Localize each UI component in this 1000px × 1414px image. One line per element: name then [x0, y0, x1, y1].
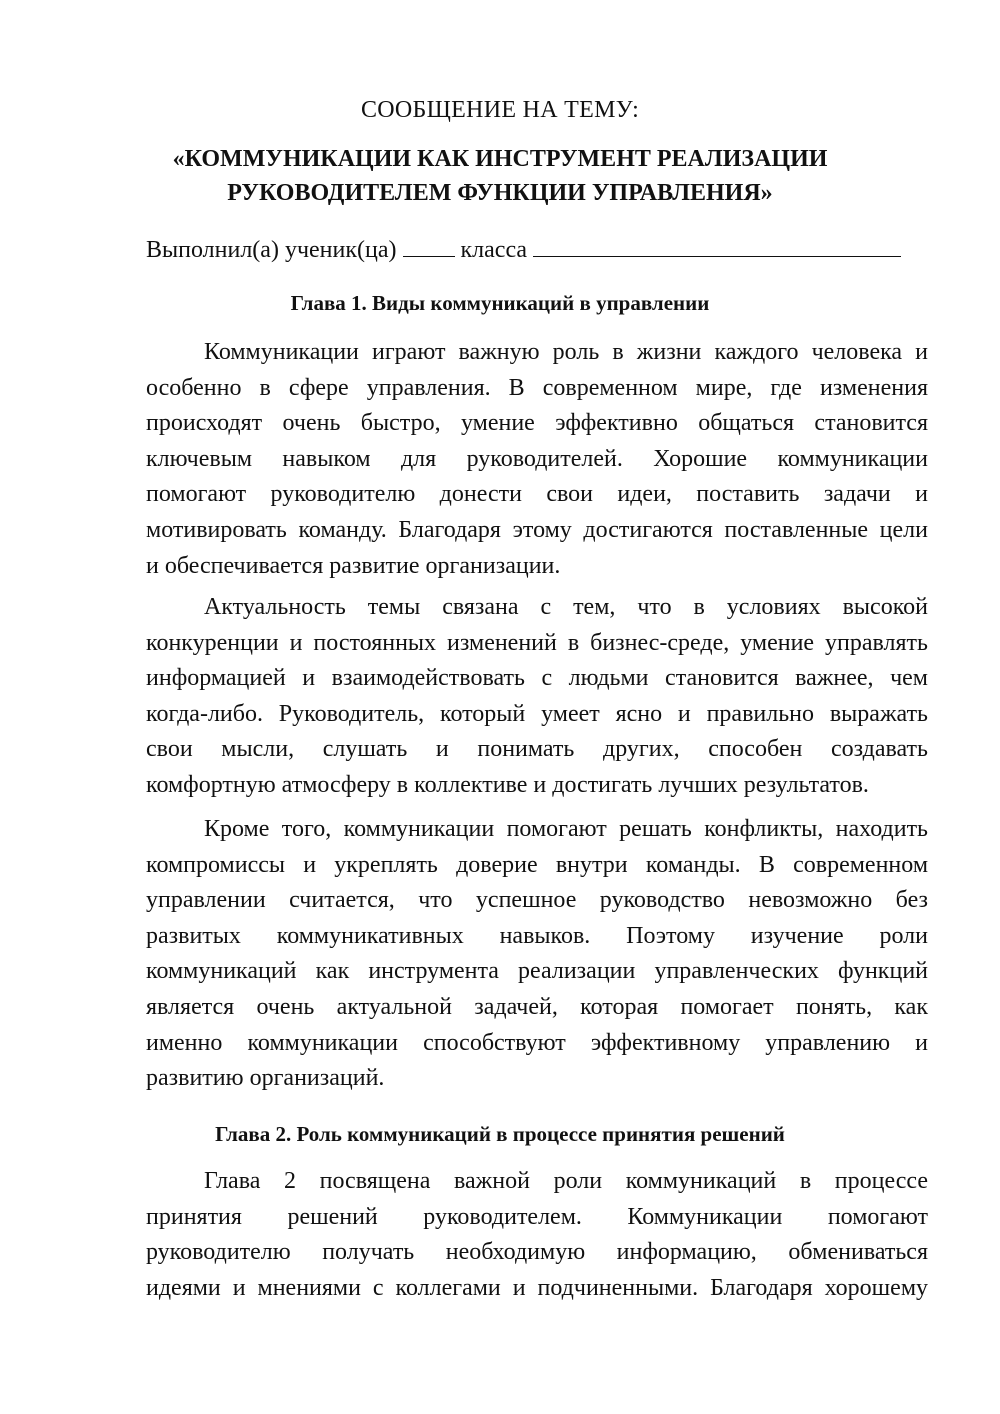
paragraph-line: Глава 2 посвящена важной роли коммуникаций в процессе	[204, 1168, 928, 1194]
class-label: класса	[460, 237, 528, 263]
document-title-line: «КОММУНИКАЦИИ КАК ИНСТРУМЕНТ РЕАЛИЗАЦИИ	[172, 146, 828, 172]
paragraph-line: компромиссы и укреплять доверие внутри команды. В современном	[146, 851, 928, 878]
paragraph-line: принятия решений руководителем. Коммуникации помогают	[146, 1203, 928, 1230]
paragraph-line: является очень актуальной задачей, которая помогает понять, как	[146, 993, 928, 1020]
document-title	[120, 142, 880, 210]
paragraph-line: ключевым навыком для руководителей. Хорошие коммуникации	[146, 445, 928, 472]
paragraph	[146, 335, 928, 584]
paragraph-line: развитию организаций.	[146, 1065, 385, 1092]
paragraph-line: свои мысли, слушать и понимать других, способен создавать	[146, 736, 928, 763]
paragraph-line: помогают руководителю донести свои идеи, поставить задачи и	[146, 481, 928, 508]
author-label: Выполнил(а) ученик(ца)	[146, 237, 397, 263]
paragraph	[146, 1164, 928, 1306]
chapter-heading: Глава 2. Роль коммуникаций в процессе принятия решений	[215, 1122, 785, 1146]
paragraph-line: управлении считается, что успешное руководство невозможно без	[146, 887, 928, 914]
paragraph-line: происходят очень быстро, умение эффективно общаться становится	[146, 410, 928, 437]
paragraph-line: особенно в сфере управления. В современном мире, где изменения	[146, 374, 928, 401]
paragraph-line: Актуальность темы связана с тем, что в условиях высокой	[204, 594, 928, 620]
paragraph-line: именно коммуникации способствуют эффективному управлению и	[146, 1029, 928, 1056]
document-topic: СООБЩЕНИЕ НА ТЕМУ:	[360, 97, 640, 123]
chapter-heading: Глава 1. Виды коммуникаций в управлении	[290, 291, 710, 315]
paragraph-line: мотивировать команду. Благодаря этому достигаются поставленные цели	[146, 516, 928, 543]
paragraph-line: информацией и взаимодействовать с людьми становится важнее, чем	[146, 665, 928, 692]
paragraph-line: когда-либо. Руководитель, который умеет ясно и правильно выражать	[146, 700, 928, 727]
paragraph-line: развитых коммуникативных навыков. Поэтому изучение роли	[146, 922, 928, 949]
paragraph-line: комфортную атмосферу в коллективе и достигать лучших результатов.	[146, 771, 869, 798]
paragraph-line: руководителю получать необходимую информацию, обмениваться	[146, 1239, 928, 1266]
paragraph-line: и обеспечивается развитие организации.	[146, 552, 561, 579]
paragraph-line: коммуникаций как инструмента реализации управленческих функций	[146, 958, 928, 985]
paragraph	[146, 812, 928, 1097]
document-title-line: РУКОВОДИТЕЛЕМ ФУНКЦИИ УПРАВЛЕНИЯ»	[227, 180, 773, 206]
paragraph-line: конкуренции и постоянных изменений в бизнес-среде, умение управлять	[146, 629, 928, 656]
paragraph	[146, 590, 928, 804]
paragraph-line: Коммуникации играют важную роль в жизни каждого человека и	[204, 339, 928, 365]
class-number-blank	[403, 234, 455, 257]
author-line	[146, 234, 936, 265]
class-letter-blank	[533, 234, 901, 257]
paragraph-line: идеями и мнениями с коллегами и подчиненными. Благодаря хорошему	[146, 1274, 928, 1301]
paragraph-line: Кроме того, коммуникации помогают решать конфликты, находить	[204, 816, 928, 842]
